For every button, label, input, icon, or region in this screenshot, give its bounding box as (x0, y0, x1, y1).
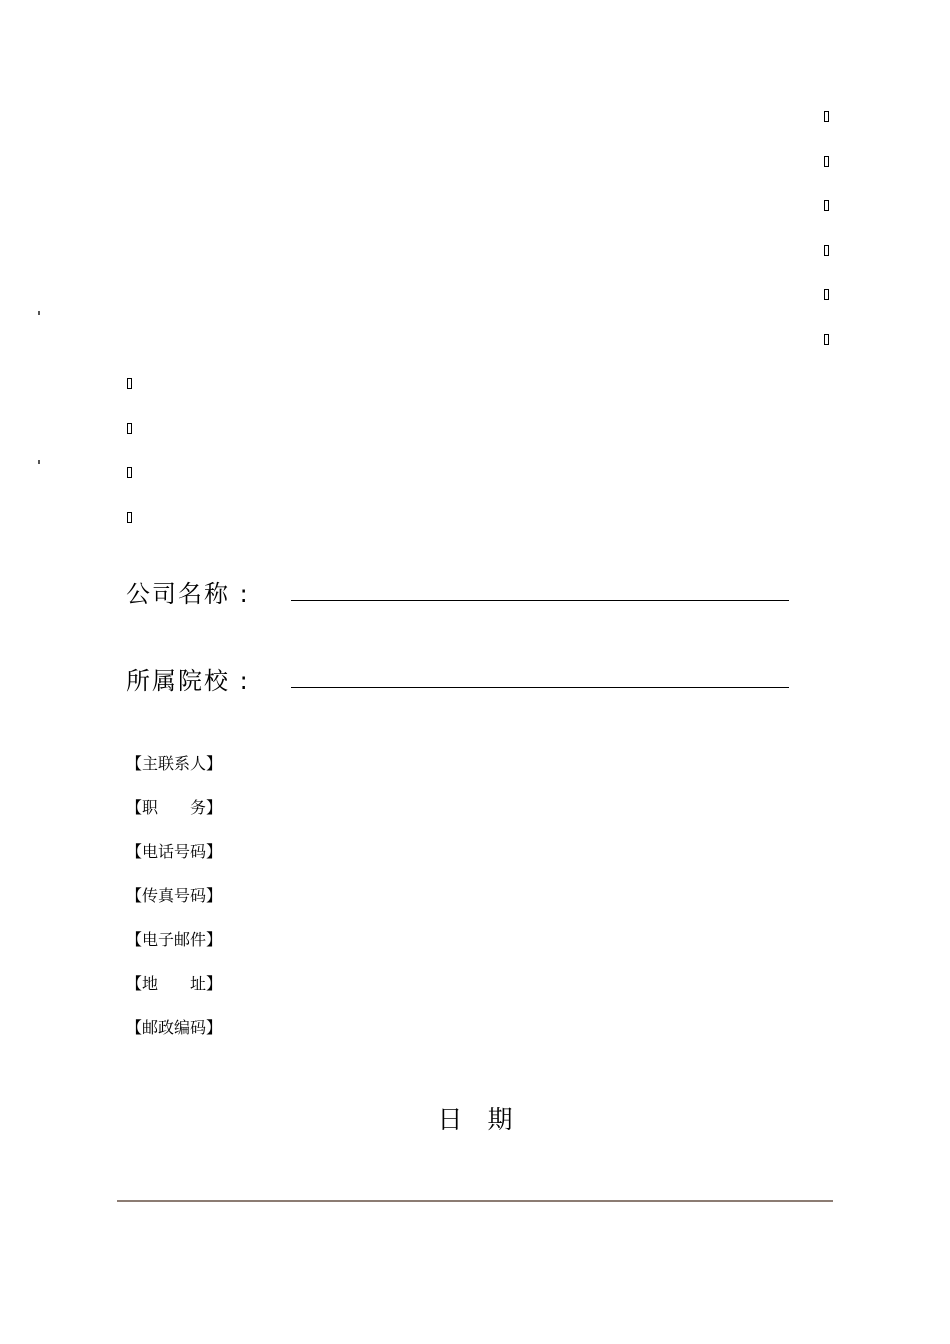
placeholder-glyph (824, 200, 829, 211)
contact-label-address: 【地 址】 (126, 974, 223, 993)
placeholder-glyph (824, 334, 829, 345)
contact-label-phone: 【电话号码】 (126, 842, 223, 861)
placeholder-glyph (824, 289, 829, 300)
placeholder-glyph (127, 378, 132, 389)
company-name-row (126, 574, 789, 609)
placeholder-glyph (127, 467, 132, 478)
placeholder-glyph (824, 245, 829, 256)
school-line[interactable] (291, 686, 789, 688)
placeholder-glyph (824, 156, 829, 167)
company-name-line[interactable] (291, 599, 789, 601)
contact-label-email: 【电子邮件】 (126, 930, 223, 949)
placeholder-glyph-small (38, 311, 40, 315)
placeholder-glyph-small (38, 460, 40, 464)
contact-label-position: 【职 务】 (126, 798, 223, 817)
footer-divider (117, 1200, 833, 1202)
school-label: 所属院校 : (126, 667, 250, 695)
date-label: 日 期 (437, 1105, 513, 1134)
placeholder-glyph (127, 423, 132, 434)
school-row (126, 661, 789, 696)
contact-label-main-contact: 【主联系人】 (126, 754, 223, 773)
placeholder-glyph (127, 512, 132, 523)
contact-label-postcode: 【邮政编码】 (126, 1018, 223, 1037)
placeholder-glyph (824, 111, 829, 122)
company-name-label: 公司名称 : (126, 580, 250, 608)
contact-label-fax: 【传真号码】 (126, 886, 223, 905)
